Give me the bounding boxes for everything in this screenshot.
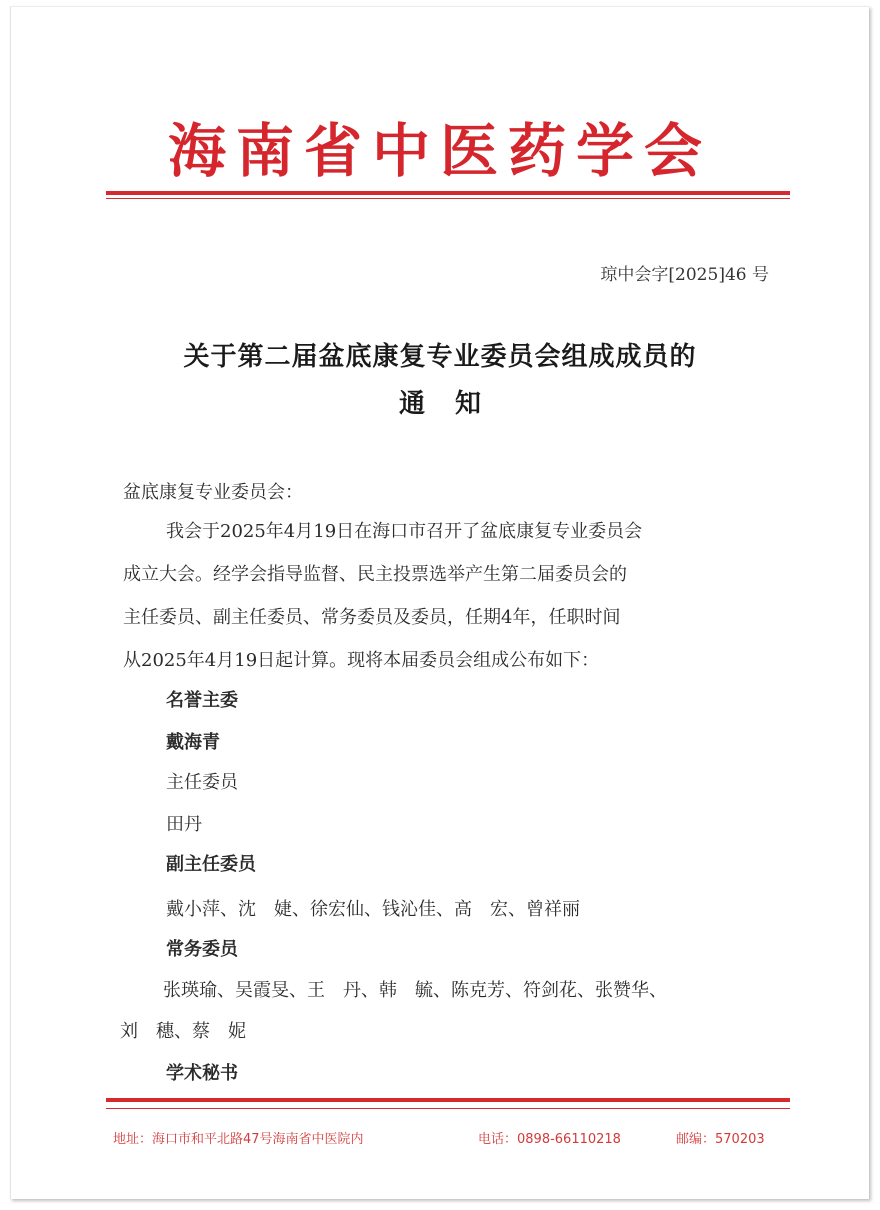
- paragraph-line: 主任委员、副主任委员、常务委员及委员，任期4年，任职时间: [123, 607, 621, 628]
- honorary-chair-label: 名誉主委: [166, 690, 238, 711]
- salutation: 盆底康复专业委员会：: [123, 482, 303, 503]
- footer-red-rule: [106, 1098, 790, 1102]
- standing-committee-names-continued: 刘 穗、蔡 妮: [120, 1021, 246, 1042]
- letterhead-red-rule-thin: [106, 198, 790, 199]
- standing-committee-label: 常务委员: [166, 939, 238, 960]
- honorary-chair-names: 戴海青: [166, 732, 220, 753]
- chair-label: 主任委员: [166, 772, 238, 793]
- vice-chair-label: 副主任委员: [166, 854, 256, 875]
- footer-phone: 电话：0898-66110218: [478, 1132, 621, 1147]
- standing-committee-names: 张瑛瑜、吴霞旻、王 丹、韩 毓、陈克芳、符剑花、张赞华、: [163, 980, 667, 1001]
- organization-letterhead: 海南省中医药学会: [167, 117, 712, 185]
- vice-chair-names: 戴小萍、沈 婕、徐宏仙、钱沁佳、高 宏、曾祥丽: [166, 899, 580, 920]
- academic-secretary-label: 学术秘书: [166, 1063, 238, 1084]
- footer-postcode: 邮编：570203: [676, 1132, 765, 1147]
- document-number: 琼中会字[2025]46 号: [600, 265, 769, 285]
- notice-title-line-1: 关于第二届盆底康复专业委员会组成成员的: [183, 342, 697, 372]
- paragraph-line: 从2025年4月19日起计算。现将本届委员会组成公布如下：: [123, 650, 600, 671]
- chair-names: 田丹: [166, 814, 202, 835]
- paragraph-line: 我会于2025年4月19日在海口市召开了盆底康复专业委员会: [166, 521, 643, 542]
- footer-red-rule-thin: [106, 1108, 790, 1109]
- notice-title-line-2: 通知: [398, 389, 511, 419]
- letterhead-red-rule: [106, 191, 790, 195]
- paragraph-line: 成立大会。经学会指导监督、民主投票选举产生第二届委员会的: [123, 564, 627, 585]
- footer-address: 地址：海口市和平北路47号海南省中医院内: [113, 1132, 364, 1147]
